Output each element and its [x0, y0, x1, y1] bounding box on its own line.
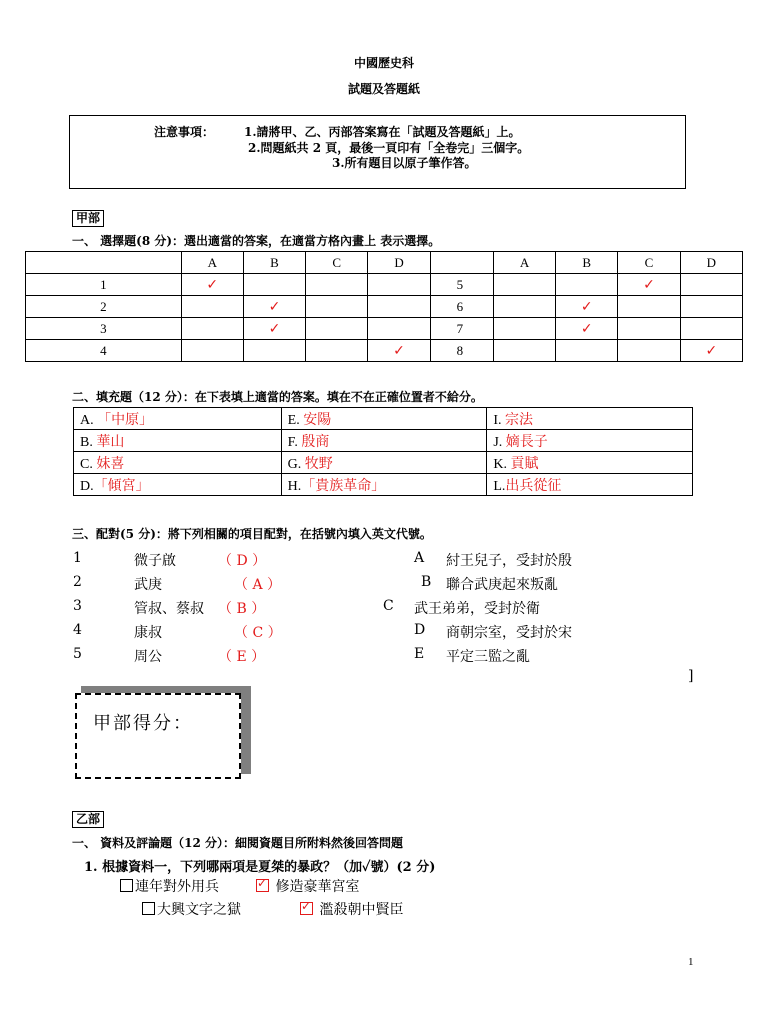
match-name: 周公	[134, 649, 162, 665]
empty-checkbox-icon[interactable]	[142, 902, 155, 915]
notice-label: 注意事項：	[154, 125, 215, 139]
fill-answer: 「中原」	[97, 412, 154, 428]
notice-item-3: 3.所有題目以原子筆作答。	[332, 156, 477, 170]
option-text: 大興文字之獄	[157, 902, 241, 918]
mc-header-b: B	[243, 252, 305, 274]
match-letter: B	[421, 574, 432, 590]
part-a-score-box[interactable]	[75, 693, 241, 779]
mc-question-number: 5	[430, 274, 493, 296]
notice-item-1: 1.請將甲、乙、丙部答案寫在「試題及答題紙」上。	[244, 125, 521, 139]
check-mark-icon[interactable]: ✓	[243, 296, 305, 318]
option-text: 濫殺朝中賢臣	[319, 902, 404, 918]
mc-row	[26, 296, 743, 318]
match-answer[interactable]: （ C ）	[234, 625, 282, 641]
mc-header-d-2: D	[680, 252, 742, 274]
match-name: 微子啟	[134, 553, 176, 569]
fill-label: L.	[493, 478, 506, 494]
part-b-tag: 乙部	[72, 811, 104, 828]
mc-cell[interactable]	[306, 340, 368, 362]
fill-label: F.	[287, 434, 298, 450]
fill-cell[interactable]	[74, 430, 282, 452]
mc-cell[interactable]	[306, 318, 368, 340]
stray-bracket: ]	[688, 668, 694, 684]
mc-cell[interactable]	[493, 296, 555, 318]
fill-label: I.	[493, 412, 502, 428]
mc-question-number: 4	[26, 340, 182, 362]
mc-question-number: 8	[430, 340, 493, 362]
mc-question-number: 7	[430, 318, 493, 340]
mc-cell[interactable]	[368, 318, 430, 340]
fill-label: D.	[80, 478, 94, 494]
fill-answer: 宗法	[505, 412, 534, 428]
mc-cell[interactable]	[306, 274, 368, 296]
fill-cell[interactable]	[281, 452, 487, 474]
part-b-heading: 一、 資料及評論題（12 分）：細閱資題目所附料然後回答問題	[72, 836, 404, 850]
fill-cell[interactable]	[74, 408, 282, 430]
check-mark-icon[interactable]: ✓	[556, 296, 618, 318]
match-number: 4	[73, 622, 82, 638]
fill-answer: 嫡長子	[505, 434, 548, 450]
fill-answer: 安陽	[303, 412, 332, 428]
fill-cell[interactable]	[281, 474, 487, 496]
mc-cell[interactable]	[618, 296, 680, 318]
match-number: 1	[73, 550, 82, 566]
fill-answer: 華山	[96, 434, 125, 450]
mc-header-a-2: A	[493, 252, 555, 274]
fill-cell[interactable]	[74, 452, 282, 474]
fill-label: E.	[287, 412, 300, 428]
notice-box	[69, 115, 686, 189]
match-desc: 紂王兒子，受封於殷	[446, 553, 572, 569]
fill-row	[74, 430, 693, 452]
mc-header-b-2: B	[556, 252, 618, 274]
checked-checkbox-icon[interactable]	[300, 902, 313, 915]
mc-header-c-2: C	[618, 252, 680, 274]
fill-label: A.	[80, 412, 94, 428]
fill-answer: 貢賦	[510, 456, 539, 472]
checkbox-option[interactable]	[120, 876, 219, 896]
mc-cell[interactable]	[680, 296, 742, 318]
check-mark-icon[interactable]: ✓	[680, 340, 742, 362]
match-number: 3	[73, 598, 82, 614]
match-number: 5	[73, 646, 82, 662]
check-mark-icon[interactable]: ✓	[618, 274, 680, 296]
part-b-q1-prompt: 1. 根據資料一，下列哪兩項是夏桀的暴政？（加✓號）(2 分)	[84, 860, 436, 875]
match-name: 康叔	[134, 625, 162, 641]
fill-answer: 出兵從征	[505, 478, 562, 494]
match-answer[interactable]: （ A ）	[234, 577, 282, 593]
check-mark-icon[interactable]: ✓	[556, 318, 618, 340]
paper-title: 試題及答題紙	[347, 82, 420, 96]
mc-header-row	[26, 252, 743, 274]
fill-answer: 妹喜	[96, 456, 125, 472]
mc-question-number: 6	[430, 296, 493, 318]
mc-row	[26, 340, 743, 362]
option-text: 連年對外用兵	[135, 879, 219, 895]
page-number: 1	[688, 956, 694, 968]
mc-cell[interactable]	[618, 318, 680, 340]
mc-question-number: 3	[26, 318, 182, 340]
mc-header-d: D	[368, 252, 430, 274]
mc-cell[interactable]	[306, 296, 368, 318]
mc-cell[interactable]	[680, 318, 742, 340]
subject-title: 中國歷史科	[353, 56, 414, 70]
fill-answer: 牧野	[304, 456, 333, 472]
match-desc: 商朝宗室，受封於宋	[446, 625, 572, 641]
mc-header-c: C	[306, 252, 368, 274]
mc-cell[interactable]	[493, 274, 555, 296]
match-letter: E	[414, 646, 425, 662]
q2-heading: 二、填充題（12 分）：在下表填上適當的答案。填在不在正確位置者不給分。	[72, 390, 483, 404]
fill-label: B.	[80, 434, 93, 450]
fill-row	[74, 474, 693, 496]
fill-answer: 「傾宮」	[93, 478, 150, 494]
mc-cell[interactable]	[556, 274, 618, 296]
checkbox-option[interactable]	[142, 899, 241, 919]
match-desc: 聯合武庚起來叛亂	[446, 577, 558, 593]
fill-cell[interactable]	[487, 408, 693, 430]
fill-row	[74, 452, 693, 474]
check-mark-icon[interactable]: ✓	[243, 318, 305, 340]
fill-cell[interactable]	[487, 452, 693, 474]
fill-label: K.	[493, 456, 507, 472]
match-letter: D	[414, 622, 426, 638]
match-letter: A	[414, 550, 425, 566]
fill-cell[interactable]	[487, 430, 693, 452]
empty-checkbox-icon[interactable]	[120, 879, 133, 892]
fill-label: G.	[287, 456, 302, 472]
mc-row	[26, 318, 743, 340]
checked-checkbox-icon[interactable]	[256, 879, 269, 892]
mc-cell[interactable]	[243, 274, 305, 296]
fill-in-table	[73, 407, 693, 496]
check-mark-icon[interactable]: ✓	[181, 274, 243, 296]
score-label: 甲部得分：	[93, 713, 193, 734]
mc-cell[interactable]	[556, 340, 618, 362]
mc-header-blank-2	[430, 252, 493, 274]
part-a-tag: 甲部	[72, 210, 104, 227]
fill-answer: 殷商	[301, 434, 330, 450]
fill-label: C.	[80, 456, 93, 472]
match-desc: 平定三監之亂	[446, 649, 530, 665]
mc-cell[interactable]	[181, 340, 243, 362]
match-letter: C	[383, 598, 394, 614]
mc-row	[26, 274, 743, 296]
mc-header-a: A	[181, 252, 243, 274]
q1-heading: 一、 選擇題(8 分)：選出適當的答案，在適當方格內畫上 表示選擇。	[72, 234, 441, 248]
checkbox-option[interactable]	[256, 876, 359, 896]
mc-cell[interactable]	[680, 274, 742, 296]
match-name: 管叔、蔡叔	[134, 601, 204, 617]
match-number: 2	[73, 574, 82, 590]
fill-cell[interactable]	[487, 474, 693, 496]
match-name: 武庚	[134, 577, 162, 593]
match-answer[interactable]: （ E ）	[218, 649, 266, 665]
mc-cell[interactable]	[368, 296, 430, 318]
fill-label: H.	[287, 478, 302, 494]
fill-row	[74, 408, 693, 430]
mc-answer-table	[25, 251, 743, 362]
match-desc: 武王弟弟，受封於衛	[414, 601, 540, 617]
match-answer[interactable]: （ D ）	[218, 553, 267, 569]
mc-cell[interactable]	[368, 274, 430, 296]
mc-header-blank	[26, 252, 182, 274]
q3-heading: 三、配對(5 分)：將下列相關的項目配對，在括號內填入英文代號。	[72, 527, 432, 541]
check-mark-icon[interactable]: ✓	[368, 340, 430, 362]
notice-item-2: 2.問題紙共 2 頁，最後一頁印有「全卷完」三個字。	[248, 141, 530, 155]
mc-cell[interactable]	[618, 340, 680, 362]
fill-answer: 「貴族革命」	[301, 478, 386, 494]
mc-cell[interactable]	[493, 318, 555, 340]
fill-cell[interactable]	[281, 408, 487, 430]
option-text: 修造豪華宮室	[275, 879, 360, 895]
fill-label: J.	[493, 434, 503, 450]
checkbox-option[interactable]	[300, 899, 403, 919]
mc-cell[interactable]	[181, 318, 243, 340]
mc-cell[interactable]	[243, 340, 305, 362]
mc-cell[interactable]	[181, 296, 243, 318]
fill-cell[interactable]	[281, 430, 487, 452]
fill-cell[interactable]	[74, 474, 282, 496]
mc-question-number: 1	[26, 274, 182, 296]
match-answer[interactable]: （ B ）	[218, 601, 266, 617]
mc-question-number: 2	[26, 296, 182, 318]
mc-cell[interactable]	[493, 340, 555, 362]
